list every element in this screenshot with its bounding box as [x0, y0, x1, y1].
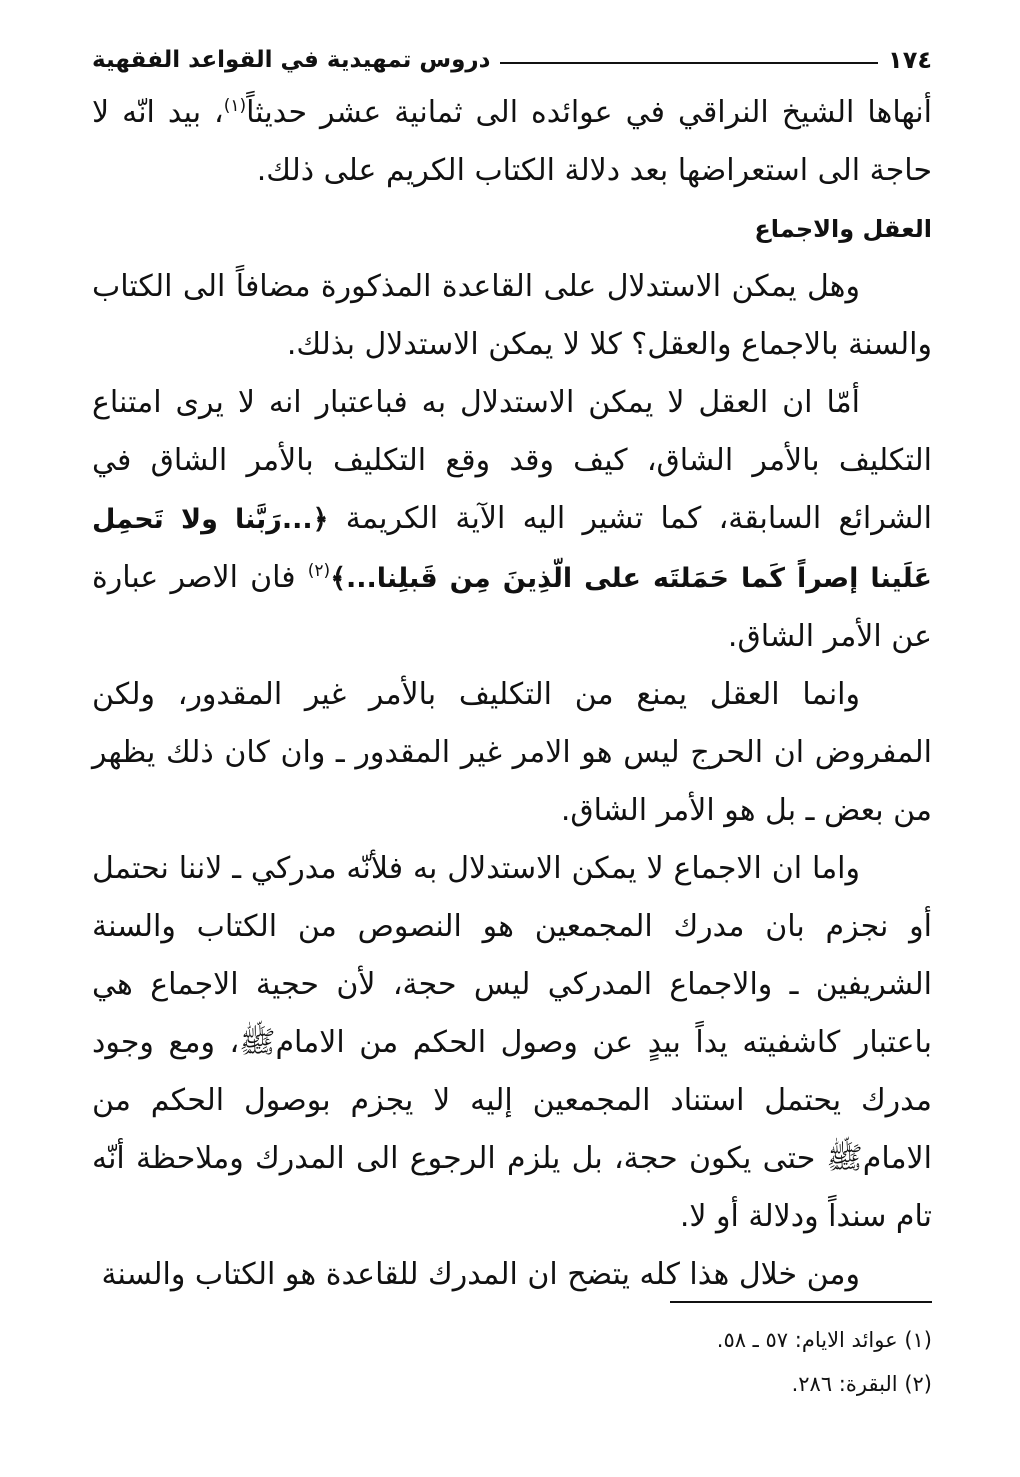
paragraph-1: [92, 84, 932, 200]
honorific-glyph: ﷺ: [826, 1141, 863, 1176]
quran-verse: ﴿...رَبَّنا ولا تَحمِل عَلَينا إصراً كَما حَمَلتَه على الّذِينَ مِن قَبلِنا...﴾: [92, 504, 933, 594]
paragraph-5-text-end: حتى يكون حجة، بل يلزم الرجوع الى المدرك وملاحظة أنّه تام سنداً ودلالة أو لا.: [92, 1141, 932, 1234]
book-title: دروس تمهيدية في القواعد الفقهية: [92, 47, 491, 73]
running-head: [92, 36, 932, 84]
section-heading: العقل والاجماع: [754, 215, 932, 243]
page-number: ١٧٤: [888, 46, 932, 74]
paragraph-4: وانما العقل يمنع من التكليف بالأمر غير المقدور، ولكن المفروض ان الحرج ليس هو الامر غير المقدور ـ وان كان ذلك يظهر من بعض ـ بل هو الأمر الشاق.: [92, 677, 932, 828]
paragraph-5-text: واما ان الاجماع لا يمكن الاستدلال به فلأنّه مدركي ـ لاننا نحتمل أو نجزم بان مدرك المجمعين هو النصوص من الكتاب والسنة الشريفين ـ والاجماع المدركي ليس حجة، لأن حجية الاجماع هي باعتبار كاشفيته يداً بيدٍ عن وصول الحكم من الامام: [92, 851, 932, 1060]
paragraph-5: [92, 840, 932, 1246]
paragraph-5-text-cont: ، ومع وجود مدرك يحتمل استناد المجمعين إليه لا يجزم بوصول الحكم من الامام: [92, 1025, 932, 1176]
header-rule: [500, 62, 878, 64]
footnote-ref-1[interactable]: (١): [223, 96, 247, 116]
paragraph-1-text: أنهاها الشيخ النراقي في عوائده الى ثمانية عشر حديثاً: [246, 95, 932, 130]
paragraph-1-text-cont: ، بيد انّه لا حاجة الى استعراضها بعد دلالة الكتاب الكريم على ذلك.: [92, 95, 932, 188]
footnote-ref-2[interactable]: (٢): [307, 561, 331, 581]
body-text: [92, 84, 932, 1304]
paragraph-3-text: أمّا ان العقل لا يمكن الاستدلال به فباعتبار انه لا يرى امتناع التكليف بالأمر الشاق، كيف وقد وقع التكليف بالأمر الشاق في الشرائع السابقة، كما تشير اليه الآية الكريمة: [92, 385, 933, 536]
footnotes: [332, 1318, 932, 1406]
paragraph-3-text-cont: فان الاصر عبارة عن الأمر الشاق.: [92, 560, 932, 654]
footnote-1: (١) عوائد الايام: ٥٧ ـ ٥٨.: [716, 1328, 932, 1352]
footnote-2: (٢) البقرة: ٢٨٦.: [791, 1372, 932, 1396]
paragraph-3: [92, 374, 932, 666]
honorific-glyph: ﷺ: [239, 1025, 276, 1060]
paragraph-2: وهل يمكن الاستدلال على القاعدة المذكورة مضافاً الى الكتاب والسنة بالاجماع والعقل؟ كلا لا يمكن الاستدلال بذلك.: [92, 269, 932, 362]
paragraph-6: ومن خلال هذا كله يتضح ان المدرك للقاعدة هو الكتاب والسنة: [101, 1257, 860, 1292]
footnote-rule: [670, 1301, 932, 1303]
page: [92, 36, 932, 1436]
